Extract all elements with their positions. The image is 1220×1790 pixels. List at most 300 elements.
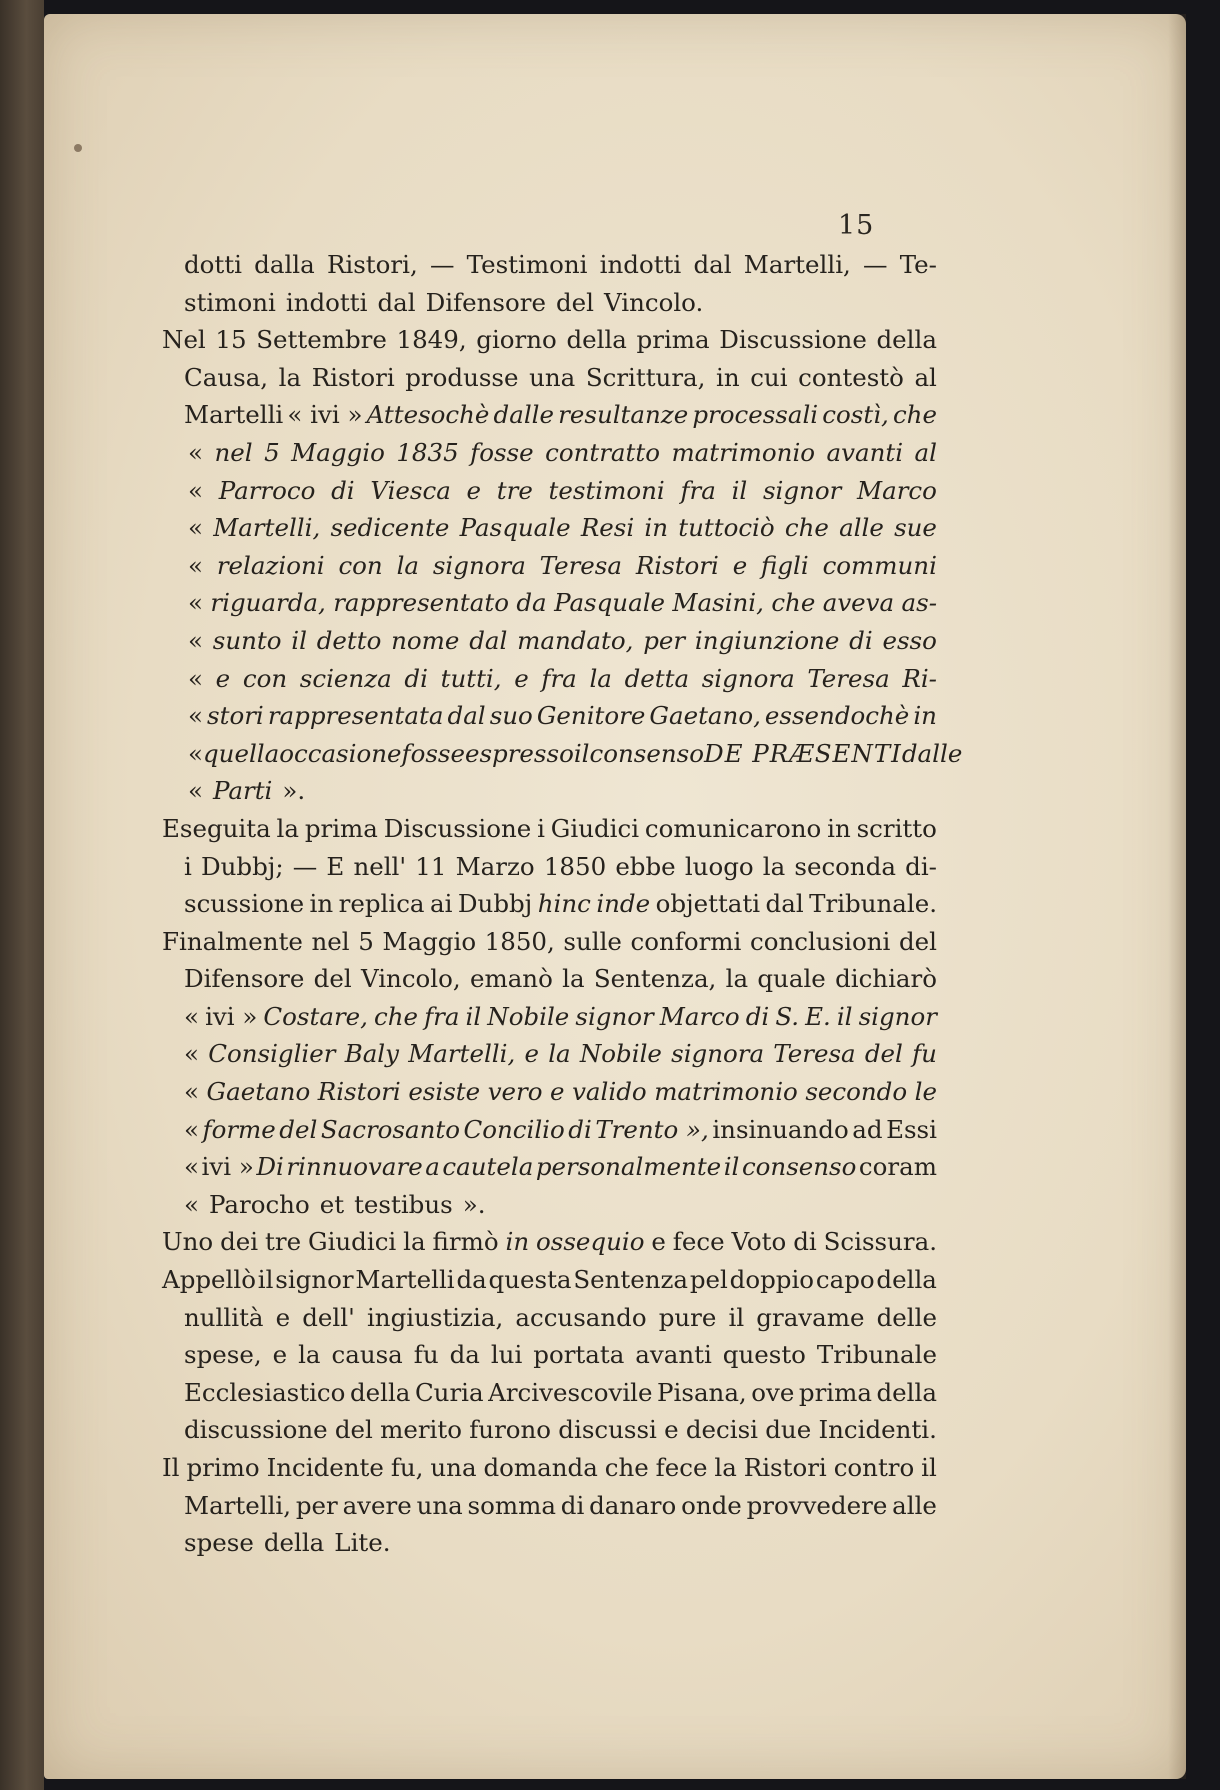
word: « ivi » — [287, 400, 363, 430]
word: Martelli — [184, 400, 284, 430]
word: Gaetano — [206, 1077, 311, 1107]
word: processali — [692, 400, 819, 430]
word: 5 — [358, 926, 374, 956]
word: dichiarò — [835, 964, 937, 994]
word: aveva — [822, 588, 895, 618]
word: Ristori — [317, 1077, 401, 1107]
word: Sentenza — [573, 1265, 689, 1295]
word: dei — [220, 1227, 259, 1257]
text-line — [162, 1411, 937, 1449]
word: danaro — [589, 1490, 677, 1520]
word: domanda — [483, 1453, 598, 1482]
word: provvedere — [746, 1490, 888, 1520]
word: esiste — [408, 1077, 481, 1107]
text-line — [162, 246, 937, 284]
word: matrimonio — [671, 437, 816, 467]
word: di- — [905, 851, 937, 881]
word: Consiglier — [208, 1039, 336, 1069]
word: somma — [467, 1490, 556, 1520]
word: suo — [489, 701, 533, 731]
word: di — [404, 663, 428, 693]
word: Ristori — [743, 1453, 827, 1482]
word: contro — [833, 1453, 915, 1482]
word: Ristori — [635, 550, 719, 580]
text-line — [162, 1487, 937, 1525]
word: primo — [186, 1453, 260, 1482]
word: consenso — [589, 738, 704, 768]
word: da — [449, 1340, 480, 1370]
text-line — [162, 1449, 937, 1487]
word: Marco — [857, 475, 937, 505]
word: tre — [265, 1227, 302, 1257]
text-line — [162, 1148, 937, 1186]
word: e — [550, 1077, 565, 1107]
word: onde — [681, 1490, 742, 1520]
word: in — [309, 889, 334, 919]
word: sunto — [212, 625, 282, 655]
word: ad — [852, 1114, 883, 1144]
text-line — [162, 1261, 937, 1299]
word: forme — [202, 1114, 276, 1144]
text-line — [162, 697, 937, 735]
word: relazioni — [216, 550, 325, 580]
word: Discussione — [719, 325, 867, 355]
word: valido — [572, 1077, 647, 1107]
word: coram — [858, 1152, 937, 1182]
word: « — [188, 437, 203, 467]
word: portata — [533, 1340, 625, 1370]
word: doppio — [729, 1265, 815, 1295]
word: « — [184, 1001, 199, 1031]
word: Uno — [162, 1227, 214, 1257]
word: insinuando — [712, 1114, 849, 1144]
word: del — [555, 287, 594, 317]
word: che — [784, 513, 829, 543]
word: Parti — [213, 776, 273, 806]
word: avere — [342, 1490, 412, 1520]
word: cautela — [442, 1152, 534, 1182]
word: i — [537, 813, 545, 843]
word: in — [644, 513, 669, 543]
word: della — [876, 325, 937, 355]
word: prima — [636, 325, 710, 355]
word: una — [529, 362, 576, 392]
word: la — [562, 964, 585, 994]
word: questa — [488, 1265, 572, 1295]
word: Ecclesiastico — [184, 1377, 346, 1407]
word: Trento », — [595, 1114, 709, 1144]
word: detta — [624, 663, 690, 693]
word: da — [456, 1265, 487, 1295]
word: Dubbj; — [200, 851, 284, 881]
word: della — [349, 1377, 411, 1407]
word: Dubbj — [457, 889, 533, 919]
word: decisi — [685, 1415, 758, 1445]
word: Arcivescovile — [488, 1377, 653, 1407]
word: indotti — [599, 250, 682, 279]
word: contestò — [798, 362, 904, 392]
text-line — [162, 1524, 937, 1562]
word: Ristori, — [326, 250, 418, 279]
word: Resi — [580, 513, 635, 543]
word: quale — [757, 964, 826, 994]
word: giorno — [476, 325, 557, 355]
word: ebbe — [615, 851, 676, 881]
text-line — [162, 1111, 937, 1149]
word: di — [793, 1227, 817, 1257]
word: Viesca — [370, 475, 451, 505]
word: Nobile — [487, 1001, 570, 1031]
word: Di — [256, 1152, 284, 1182]
word: le — [914, 1077, 937, 1107]
word: questo — [722, 1340, 806, 1370]
page-number: 15 — [838, 210, 875, 241]
word: il — [723, 1152, 740, 1182]
word: nel — [311, 926, 350, 956]
word: nell' — [353, 851, 407, 881]
word: del — [864, 1039, 903, 1069]
facing-page-edge — [0, 0, 44, 1790]
word: scritto — [856, 813, 937, 843]
word: Pisana, — [657, 1377, 747, 1407]
word: secondo — [805, 1077, 908, 1107]
word: il — [921, 1453, 937, 1482]
word: 1849, — [396, 325, 467, 355]
word: esso — [882, 625, 937, 655]
text-line — [162, 321, 937, 359]
word: Il — [162, 1453, 180, 1482]
word: rappresentato — [333, 588, 509, 618]
word: avanti — [826, 437, 904, 467]
word: « — [188, 588, 203, 618]
word: Pasquale — [459, 513, 571, 543]
word: la — [278, 362, 302, 392]
word: conclusioni — [749, 926, 891, 956]
word: alle — [892, 1490, 937, 1520]
word: il — [836, 1001, 853, 1031]
word: produsse — [405, 362, 519, 392]
text-line — [162, 1186, 937, 1224]
word: e — [651, 1227, 666, 1257]
word: vero — [487, 1077, 543, 1107]
word: « — [188, 475, 203, 505]
word: signor — [575, 1001, 654, 1031]
word: in — [505, 1227, 530, 1257]
text-line — [162, 735, 963, 773]
word: Martelli, — [184, 1490, 292, 1520]
word: seconda — [794, 851, 896, 881]
word: e — [524, 1039, 539, 1069]
word: Teresa — [773, 1039, 856, 1069]
word: e — [272, 1340, 288, 1370]
text-line — [162, 1035, 937, 1073]
word: Sacrosanto — [320, 1114, 460, 1144]
word: Scrittura, — [585, 362, 706, 392]
word: Voto — [731, 1227, 787, 1257]
word: Lite. — [334, 1528, 391, 1558]
word: Gaetano, — [649, 701, 761, 731]
word: che — [374, 1001, 419, 1031]
word: Causa, — [184, 362, 269, 392]
word: — — [863, 250, 888, 279]
word: « — [184, 1114, 199, 1144]
word: dell' — [302, 1302, 355, 1332]
word: nome — [391, 625, 460, 655]
word: Nel — [162, 325, 206, 355]
word: i — [184, 851, 192, 881]
word: consenso — [741, 1152, 857, 1182]
word: in — [913, 701, 937, 731]
page-edge-shadow — [1168, 14, 1186, 1779]
word: « — [188, 513, 203, 543]
word: ove — [751, 1377, 795, 1407]
text-line — [162, 660, 937, 698]
word: discussi — [558, 1415, 657, 1445]
word: dotti — [184, 250, 242, 279]
word: Scissura. — [823, 1227, 937, 1257]
word: fu, — [390, 1453, 424, 1482]
word: Martelli, — [408, 1039, 516, 1069]
word: signora — [701, 663, 795, 693]
word: — — [429, 250, 455, 279]
word: alle — [839, 513, 884, 543]
word: Finalmente — [162, 926, 303, 956]
word: scienza — [299, 663, 392, 693]
word: Marzo — [455, 851, 535, 881]
word: e — [215, 663, 231, 693]
word: fosse — [470, 437, 534, 467]
word: gravame — [756, 1302, 865, 1332]
word: « — [188, 738, 203, 768]
word: sulle — [563, 926, 622, 956]
word: Attesochè — [366, 400, 490, 430]
word: E — [326, 851, 345, 881]
word: Essi — [886, 1114, 937, 1144]
word: resultanze — [558, 400, 689, 430]
word: « — [188, 701, 203, 731]
text-line — [162, 1374, 937, 1412]
word: occasione — [279, 738, 402, 768]
word: essendochè — [764, 701, 910, 731]
word: tuttociò — [678, 513, 775, 543]
word: 1835 — [396, 437, 459, 467]
word: « — [184, 1039, 199, 1069]
word: matrimonio — [654, 1077, 798, 1107]
text-line — [162, 547, 937, 585]
word: ingiunzione — [694, 625, 840, 655]
word: la — [714, 1453, 737, 1482]
word: detto — [316, 625, 382, 655]
text-line — [162, 1223, 937, 1261]
word: del — [279, 1114, 318, 1144]
word: pure — [658, 1302, 717, 1332]
word: una — [416, 1490, 463, 1520]
word: Tribunale — [816, 1340, 937, 1370]
text-line — [162, 1336, 937, 1374]
word: Appellò — [162, 1265, 256, 1295]
word: ivi » — [201, 1152, 254, 1182]
word: e — [514, 663, 529, 693]
word: Testimoni — [466, 250, 588, 279]
word: furono — [469, 1415, 552, 1445]
word: « — [188, 625, 203, 655]
word: capo — [815, 1265, 875, 1295]
word: Curia — [414, 1377, 484, 1407]
word: 5 — [264, 437, 280, 467]
word: spese, — [184, 1340, 262, 1370]
word: fosse — [401, 738, 465, 768]
word: la — [276, 813, 299, 843]
word: in — [827, 813, 851, 843]
word: « — [188, 663, 203, 693]
word: Difensore — [425, 287, 546, 317]
word: con — [242, 663, 288, 693]
word: che — [892, 400, 937, 430]
text-line — [162, 885, 937, 923]
word: di — [560, 1490, 585, 1520]
word: la — [548, 1039, 571, 1069]
word: 1850, — [484, 926, 555, 956]
word: communi — [822, 550, 937, 580]
word: Ristori — [311, 362, 395, 392]
word: dalle — [901, 738, 963, 768]
word: mandato, — [517, 625, 634, 655]
word: delle — [876, 1302, 937, 1332]
word: signor — [762, 475, 842, 505]
word: fece — [655, 1453, 708, 1482]
word: Vincolo. — [603, 287, 704, 317]
word: nel — [214, 437, 253, 467]
word: la — [725, 964, 749, 994]
word: figli — [761, 550, 809, 580]
word: Pasquale — [554, 588, 666, 618]
word: — — [292, 851, 318, 881]
word: 15 — [215, 325, 247, 355]
word: che — [771, 588, 816, 618]
word: Martelli, — [743, 250, 851, 279]
word: « — [184, 1077, 199, 1107]
text-line — [162, 923, 937, 961]
word: dal — [693, 250, 732, 279]
word: 11 — [415, 851, 447, 881]
text-line — [162, 584, 937, 622]
word: stimoni — [184, 287, 276, 317]
word: avanti — [635, 1340, 712, 1370]
word: Martelli, — [213, 513, 321, 543]
word: personalmente — [535, 1152, 722, 1182]
word: causa — [331, 1340, 403, 1370]
word: accusando — [515, 1302, 647, 1332]
word: e — [466, 475, 482, 505]
word: « — [188, 776, 203, 806]
word: una — [430, 1453, 477, 1482]
text-line — [162, 998, 937, 1036]
word: signora — [671, 1039, 765, 1069]
word: Discussione — [383, 813, 532, 843]
word: scussione — [184, 889, 305, 919]
word: rinnuovare — [286, 1152, 423, 1182]
word: dalla — [254, 250, 315, 279]
word: e — [732, 550, 748, 580]
word: signora — [432, 550, 526, 580]
word: nullità — [184, 1302, 264, 1332]
word: della — [566, 325, 627, 355]
word: dal — [765, 889, 804, 919]
word: fu — [413, 1340, 439, 1370]
word: espresso — [464, 738, 574, 768]
word: riguarda, — [210, 588, 326, 618]
text-line — [162, 848, 937, 886]
word: Incidente — [266, 1453, 384, 1482]
word: Maggio — [291, 437, 385, 467]
word: Difensore — [184, 964, 305, 994]
word: in — [716, 362, 740, 392]
word: replica — [338, 889, 425, 919]
text-line — [162, 472, 937, 510]
word: testibus — [354, 1189, 453, 1219]
word: Te- — [899, 250, 937, 279]
word: stori — [207, 701, 264, 731]
word: la — [396, 550, 420, 580]
body-text — [162, 246, 963, 1562]
word: il — [573, 738, 590, 768]
word: di — [331, 475, 355, 505]
word: « — [188, 550, 203, 580]
word: il — [291, 625, 307, 655]
word: 1850 — [543, 851, 607, 881]
word: testimoni — [548, 475, 665, 505]
word: del — [313, 964, 352, 994]
word: della — [876, 1265, 937, 1295]
word: « — [184, 1152, 199, 1182]
word: Incidenti. — [818, 1415, 937, 1445]
word: del — [334, 1415, 373, 1445]
word: discussione — [184, 1415, 328, 1445]
word: Maggio — [382, 926, 477, 956]
word: « — [184, 1189, 199, 1219]
word: del — [898, 926, 937, 956]
word: luogo — [684, 851, 754, 881]
word: dalle — [493, 400, 555, 430]
word: spese — [184, 1528, 254, 1558]
word: Nobile — [579, 1039, 662, 1069]
word: due — [765, 1415, 812, 1445]
word: di — [849, 625, 873, 655]
word: hinc — [537, 889, 591, 919]
word: fu — [912, 1039, 937, 1069]
word: la — [403, 1227, 426, 1257]
word: fra — [541, 663, 577, 693]
word: et — [319, 1189, 345, 1219]
word: la — [589, 663, 612, 693]
word: Settembre — [256, 325, 387, 355]
word: Genitore — [536, 701, 646, 731]
word: Marco — [659, 1001, 740, 1031]
word: Tribunale. — [809, 889, 937, 919]
word: as- — [901, 588, 937, 618]
word: signor — [858, 1001, 937, 1031]
word: ingiustizia, — [366, 1302, 504, 1332]
text-line — [162, 434, 937, 472]
word: ai — [429, 889, 453, 919]
word: fra — [680, 475, 716, 505]
text-line — [162, 359, 937, 397]
word: e — [275, 1302, 291, 1332]
word: sedicente — [330, 513, 450, 543]
word: il — [465, 1001, 482, 1031]
binding-hole-mark — [74, 144, 82, 152]
word: la — [762, 851, 786, 881]
